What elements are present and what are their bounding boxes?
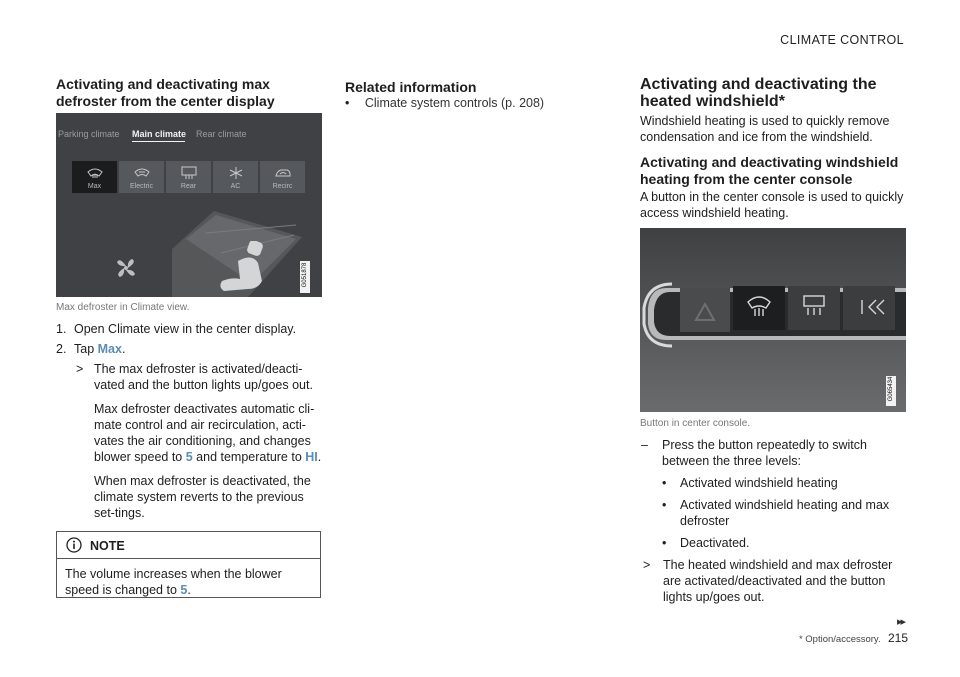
step-2-number: 2. (56, 342, 67, 356)
console-result-text: The heated windshield and max defroster are activated/deactivated and the button lights up/goes out. (663, 558, 893, 604)
instruction-text: Press the button repeatedly to switch between the three levels: (662, 438, 867, 468)
instruction-item (641, 437, 907, 469)
result-text-2: Max defroster deactivates automatic cli-mate control and air recirculation, acti-vates the air conditioning, and changes blower speed to 5 and temperature to HI. (94, 402, 322, 464)
related-link-item (345, 95, 544, 111)
page-footer (799, 631, 908, 645)
center-console-photo (640, 228, 906, 412)
airflow-graphic (56, 113, 322, 297)
bullet: • (345, 96, 350, 110)
center-console-heading: Activating and deactivating windshield heating from the center console (640, 154, 899, 187)
step-1 (56, 321, 322, 337)
step-result (56, 361, 322, 521)
max-label: Max (87, 183, 102, 190)
tab-main-climate: Main climate (132, 129, 187, 139)
info-icon (66, 537, 82, 553)
step-2 (56, 341, 322, 357)
max-button-reference: Max (97, 342, 122, 356)
step-2-text: Tap (74, 342, 98, 356)
recirc-label: Recirc (272, 183, 293, 190)
image-code-label: G051878 (300, 261, 310, 293)
climate-screen-image (56, 113, 322, 297)
step-2-punct: . (121, 342, 126, 356)
photo-caption: Button in center console. (640, 418, 751, 429)
level-item: • Deactivated. (662, 536, 750, 550)
result-text-1: The max defroster is activated/deacti-vated and the button lights up/goes out. (94, 362, 313, 392)
result-text-3: When max defroster is deactivated, the climate system reverts to the previous set-tings. (94, 474, 311, 520)
note-box (56, 531, 321, 598)
related-info-heading: Related information (345, 79, 477, 95)
max-defroster-heading: Activating and deactivating max defroster from the center display (56, 76, 275, 109)
note-speed-value: 5 (180, 583, 188, 597)
center-console-desc: A button in the center console is used to quickly access windshield heating. (640, 190, 904, 220)
console-buttons-graphic (640, 228, 906, 412)
steps-list (56, 321, 322, 529)
rear-label: Rear (180, 183, 197, 190)
dash-marker: – (641, 438, 648, 452)
note-header (57, 532, 320, 559)
fan-icon (114, 256, 138, 280)
tab-rear-climate: Rear climate (196, 129, 247, 139)
result-marker: > (643, 558, 651, 572)
note-text: The volume increases when the blower speed is changed to 5. (65, 567, 282, 597)
level-item: • Activated windshield heating (662, 476, 838, 490)
footnote-option: * Option/accessory. (798, 634, 881, 645)
ac-label: AC (230, 183, 241, 190)
tab-parking-climate: Parking climate (58, 129, 120, 139)
step-1-number: 1. (56, 322, 67, 336)
page-number: 215 (887, 631, 908, 645)
heated-windshield-heading: Activating and deactivating the heated windshield* (640, 76, 877, 110)
screen-caption: Max defroster in Climate view. (56, 302, 190, 313)
levels-list (662, 475, 907, 551)
heated-windshield-intro: Windshield heating is used to quickly remove condensation and ice from the windshield. (640, 114, 890, 144)
result-marker: > (76, 362, 84, 376)
electric-label: Electric (130, 183, 153, 190)
seat-icon (218, 241, 268, 297)
note-title: NOTE (90, 539, 125, 553)
level-item: • Activated windshield heating and max defroster (662, 498, 890, 528)
section-header: CLIMATE CONTROL (780, 33, 904, 47)
next-page-icon: ▸▸ (896, 616, 904, 628)
temperature-value: HI (305, 450, 318, 464)
photo-code-label: G065434 (886, 376, 896, 406)
blower-speed-value: 5 (185, 450, 193, 464)
console-instructions (641, 437, 907, 605)
climate-controls-link[interactable]: Climate system controls (p. 208) (364, 96, 545, 110)
step-1-text: Open Climate view in the center display. (74, 322, 297, 336)
console-result (642, 557, 907, 605)
